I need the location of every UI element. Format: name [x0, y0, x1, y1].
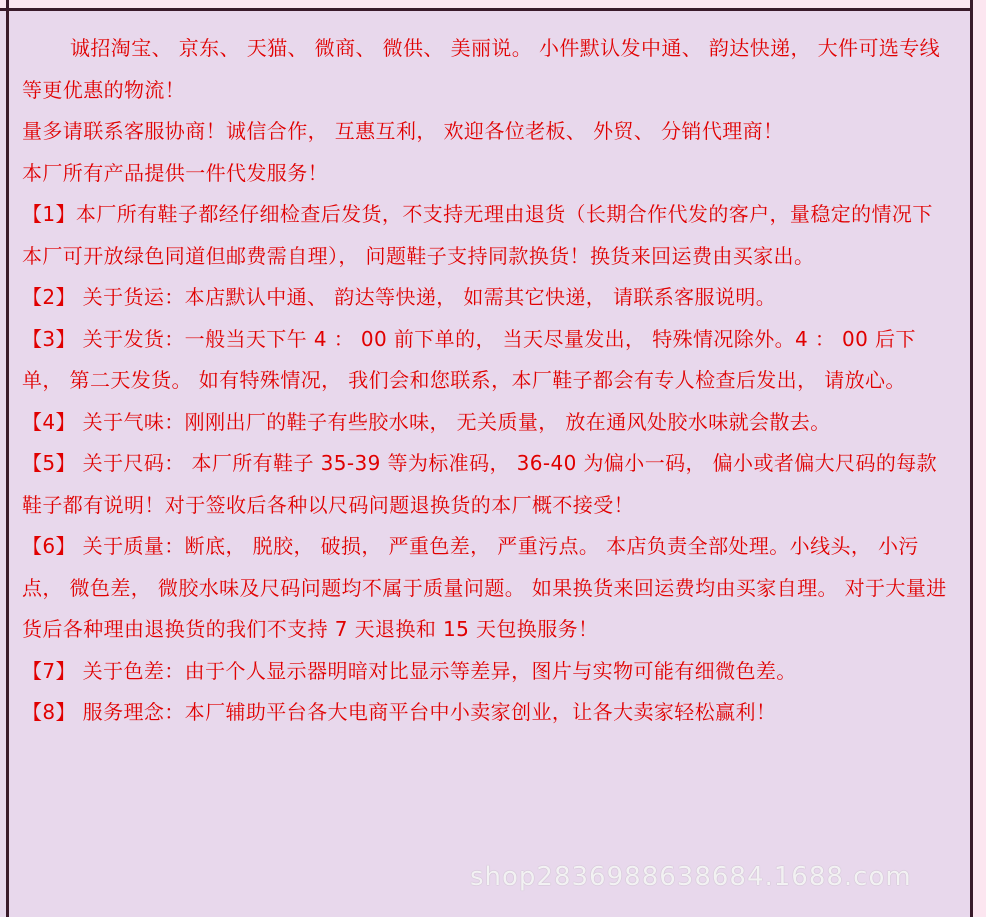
shop-watermark: shop2836988638684.1688.com [470, 862, 912, 892]
notice-item-2: 【2】 关于货运：本店默认中通、 韵达等快递， 如需其它快递， 请联系客服说明。 [22, 285, 777, 309]
left-border-rule [6, 0, 9, 917]
notice-item-8: 【8】 服务理念：本厂辅助平台各大电商平台中小卖家创业，让各大卖家轻松赢利！ [22, 700, 777, 724]
notice-contact-line: 量多请联系客服协商！诚信合作， 互惠互利， 欢迎各位老板、 外贸、 分销代理商！ [22, 119, 784, 143]
notice-item-1: 【1】本厂所有鞋子都经仔细检查后发货，不支持无理由退货（长期合作代发的客户，量稳定的情况下本厂可开放绿色同道但邮费需自理）， 问题鞋子支持同款换货！换货来回运费由买家出。 [22, 202, 933, 268]
notice-text-block [22, 28, 952, 734]
notice-item-5: 【5】 关于尺码： 本厂所有鞋子 35-39 等为标准码， 36-40 为偏小一码， 偏小或者偏大尺码的每款鞋子都有说明！对于签收后各种以尺码问题退换货的本厂概不接受！ [22, 451, 938, 517]
notice-item-4: 【4】 关于气味：刚刚出厂的鞋子有些胶水味， 无关质量， 放在通风处胶水味就会散去。 [22, 409, 831, 434]
notice-item-7: 【7】 关于色差：由于个人显示器明暗对比显示等差异，图片与实物可能有细微色差。 [22, 658, 797, 683]
notice-item-6: 【6】 关于质量：断底， 脱胶， 破损， 严重色差， 严重污点。 本店负责全部处理。小线头， 小污点， 微色差， 微胶水味及尺码问题均不属于质量问题。 如果换货来回运费均由买家自理。 对于大量进货后各种理由退换货的我们不支持 7 天退换和 15 天包换服务！ [22, 534, 947, 641]
top-border [0, 0, 986, 11]
right-border-band [973, 0, 986, 917]
notice-intro: 诚招淘宝、 京东、 天猫、 微商、 微供、 美丽说。 小件默认发中通、 韵达快递， 大件可选专线等更优惠的物流！ [22, 36, 941, 102]
notice-dropship-line: 本厂所有产品提供一件代发服务！ [22, 160, 328, 185]
notice-item-3: 【3】 关于发货：一般当天下午 4 ： 00 前下单的， 当天尽量发出， 特殊情况除外。4 ： 00 后下单， 第二天发货。 如有特殊情况， 我们会和您联系，本厂鞋子都会有专人检查后发出， 请放心。 [22, 326, 916, 392]
